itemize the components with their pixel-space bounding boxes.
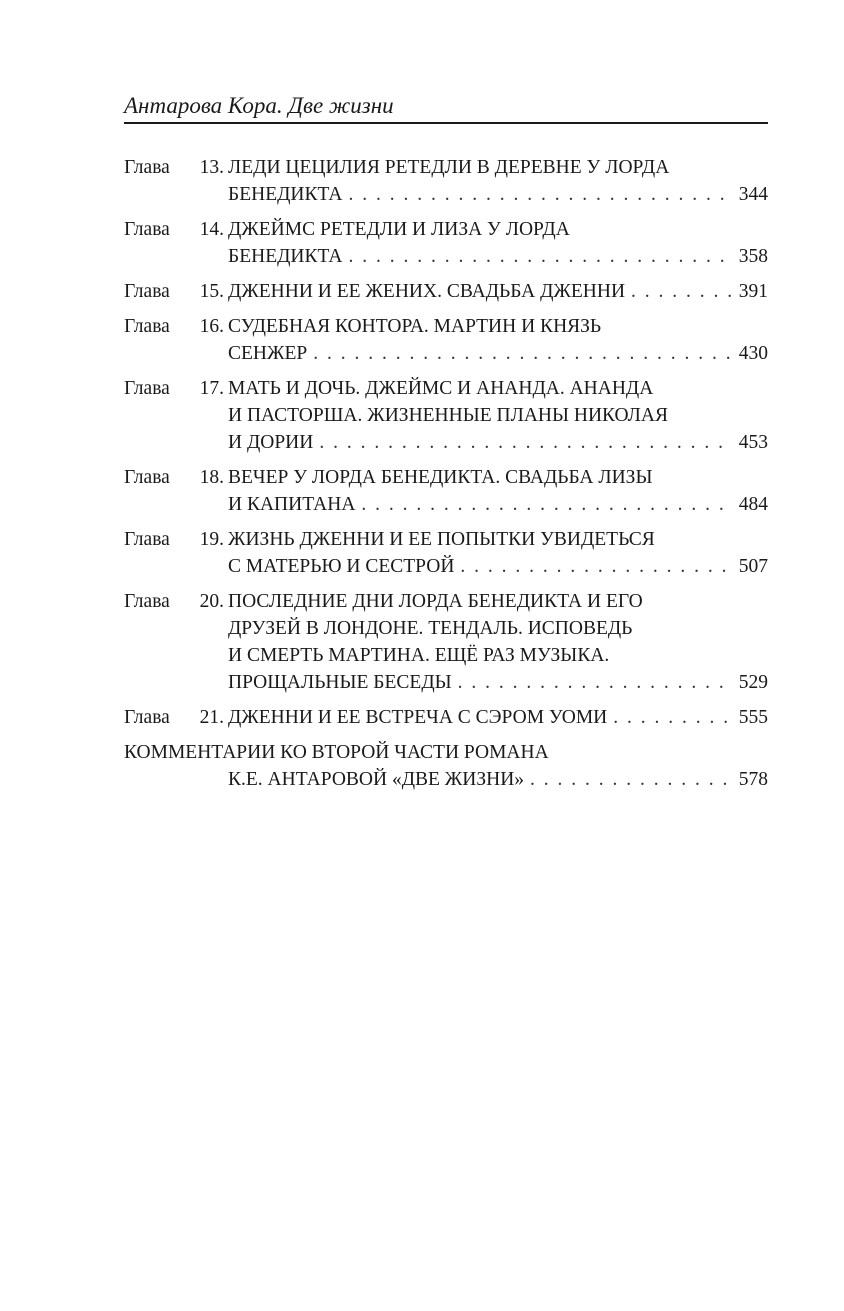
- page-number: 484: [738, 494, 768, 515]
- chapter-number: 14.: [199, 219, 224, 240]
- chapter-label: Глава: [124, 157, 170, 178]
- page-number: 358: [738, 246, 768, 267]
- toc-line: [124, 491, 768, 518]
- toc-line: [124, 766, 768, 793]
- chapter-title-line: ВЕЧЕР У ЛОРДА БЕНЕДИКТА. СВАДЬБА ЛИЗЫ: [228, 467, 653, 488]
- toc-line: [124, 642, 768, 669]
- toc-line: [124, 340, 768, 367]
- chapter-number: 13.: [199, 157, 224, 178]
- chapter-label: Глава: [124, 281, 170, 302]
- chapter-title-line: МАТЬ И ДОЧЬ. ДЖЕЙМС И АНАНДА. АНАНДА: [228, 378, 654, 399]
- toc-line: [124, 154, 768, 181]
- chapter-title-line: С МАТЕРЬЮ И СЕСТРОЙ: [228, 556, 455, 577]
- dot-leader: [313, 340, 733, 367]
- commentary-title-line: КОММЕНТАРИИ КО ВТОРОЙ ЧАСТИ РОМАНА: [124, 742, 549, 763]
- chapter-title-line: И ПАСТОРША. ЖИЗНЕННЫЕ ПЛАНЫ НИКОЛАЯ: [228, 405, 668, 426]
- chapter-number: 20.: [199, 591, 224, 612]
- toc-line: [124, 375, 768, 402]
- toc-entry[interactable]: [124, 588, 768, 696]
- toc-line: [124, 216, 768, 243]
- chapter-number: 21.: [199, 707, 224, 728]
- chapter-title-line: БЕНЕДИКТА: [228, 184, 343, 205]
- dot-leader: [460, 553, 732, 580]
- chapter-label: Глава: [124, 219, 170, 240]
- page-number: 578: [738, 769, 768, 790]
- chapter-title-line: И КАПИТАНА: [228, 494, 356, 515]
- chapter-number: 17.: [199, 378, 224, 399]
- chapter-number: 16.: [199, 316, 224, 337]
- toc-line: [124, 181, 768, 208]
- running-header: [124, 92, 768, 124]
- dot-leader: [361, 491, 732, 518]
- toc-line: [124, 243, 768, 270]
- chapter-title-line: ДРУЗЕЙ В ЛОНДОНЕ. ТЕНДАЛЬ. ИСПОВЕДЬ: [228, 618, 633, 639]
- toc-entry[interactable]: [124, 216, 768, 270]
- chapter-number: 18.: [199, 467, 224, 488]
- chapter-title-line: ДЖЕННИ И ЕЕ ЖЕНИХ. СВАДЬБА ДЖЕННИ: [228, 281, 626, 302]
- toc-line: [124, 553, 768, 580]
- book-title: Антарова Кора. Две жизни: [124, 93, 394, 118]
- page-number: 529: [738, 672, 768, 693]
- page-number: 453: [738, 432, 768, 453]
- chapter-title-line: ПОСЛЕДНИЕ ДНИ ЛОРДА БЕНЕДИКТА И ЕГО: [228, 591, 643, 612]
- toc-line: [124, 739, 768, 766]
- toc-line: [124, 278, 768, 305]
- toc-entry[interactable]: [124, 375, 768, 456]
- chapter-title-line: СУДЕБНАЯ КОНТОРА. МАРТИН И КНЯЗЬ: [228, 316, 602, 337]
- toc-entry[interactable]: [124, 154, 768, 208]
- chapter-label: Глава: [124, 467, 170, 488]
- chapter-label: Глава: [124, 707, 170, 728]
- toc-entry-commentary[interactable]: [124, 739, 768, 793]
- toc-entry[interactable]: [124, 704, 768, 731]
- dot-leader: [349, 181, 733, 208]
- toc-entry[interactable]: [124, 526, 768, 580]
- chapter-title-line: ДЖЕЙМС РЕТЕДЛИ И ЛИЗА У ЛОРДА: [228, 219, 570, 240]
- toc-entry[interactable]: [124, 464, 768, 518]
- dot-leader: [631, 278, 733, 305]
- chapter-number: 19.: [199, 529, 224, 550]
- toc-line: [124, 615, 768, 642]
- dot-leader: [319, 429, 732, 456]
- chapter-title-line: И СМЕРТЬ МАРТИНА. ЕЩЁ РАЗ МУЗЫКА.: [228, 645, 610, 666]
- toc-line: [124, 429, 768, 456]
- page-number: 507: [738, 556, 768, 577]
- chapter-title-line: БЕНЕДИКТА: [228, 246, 343, 267]
- page-number: 430: [738, 343, 768, 364]
- toc-entry[interactable]: [124, 278, 768, 305]
- table-of-contents: [124, 154, 768, 801]
- toc-entry[interactable]: [124, 313, 768, 367]
- chapter-title-line: ДЖЕННИ И ЕЕ ВСТРЕЧА С СЭРОМ УОМИ: [228, 707, 608, 728]
- chapter-title-line: И ДОРИИ: [228, 432, 314, 453]
- chapter-label: Глава: [124, 591, 170, 612]
- dot-leader: [458, 669, 733, 696]
- page-number: 555: [738, 707, 768, 728]
- toc-line: [124, 464, 768, 491]
- chapter-label: Глава: [124, 378, 170, 399]
- toc-line: [124, 704, 768, 731]
- page-number: 391: [738, 281, 768, 302]
- chapter-label: Глава: [124, 316, 170, 337]
- dot-leader: [613, 704, 732, 731]
- toc-line: [124, 526, 768, 553]
- page-number: 344: [738, 184, 768, 205]
- chapter-number: 15.: [199, 281, 224, 302]
- toc-line: [124, 588, 768, 615]
- chapter-title-line: ЛЕДИ ЦЕЦИЛИЯ РЕТЕДЛИ В ДЕРЕВНЕ У ЛОРДА: [228, 157, 670, 178]
- toc-line: [124, 669, 768, 696]
- chapter-title-line: ЖИЗНЬ ДЖЕННИ И ЕЕ ПОПЫТКИ УВИДЕТЬСЯ: [228, 529, 655, 550]
- dot-leader: [349, 243, 733, 270]
- dot-leader: [530, 766, 733, 793]
- toc-line: [124, 313, 768, 340]
- commentary-title-line: К.Е. АНТАРОВОЙ «ДВЕ ЖИЗНИ»: [228, 769, 525, 790]
- chapter-title-line: ПРОЩАЛЬНЫЕ БЕСЕДЫ: [228, 672, 452, 693]
- chapter-title-line: СЕНЖЕР: [228, 343, 308, 364]
- toc-line: [124, 402, 768, 429]
- chapter-label: Глава: [124, 529, 170, 550]
